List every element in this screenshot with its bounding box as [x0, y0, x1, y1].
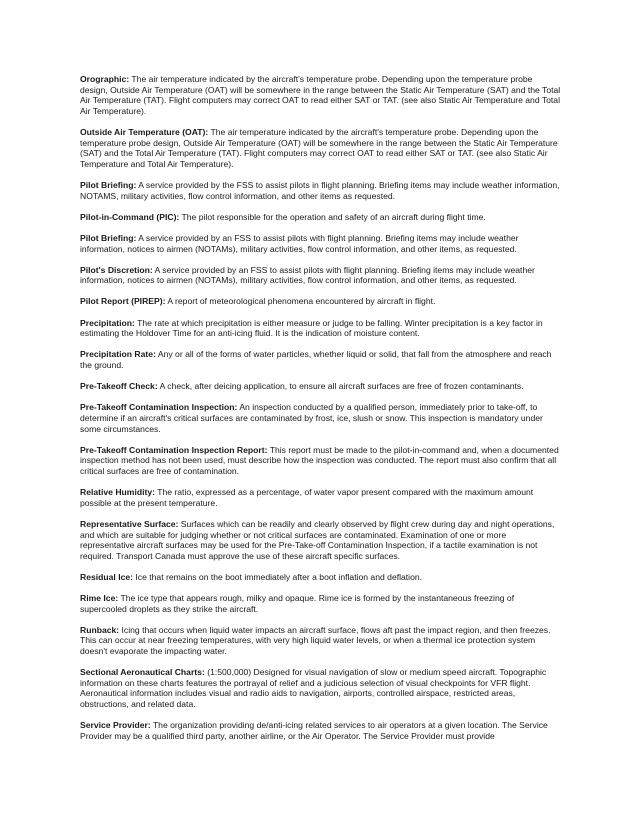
glossary-page [80, 74, 562, 752]
entry-definition: The pilot responsible for the operation and safety of an aircraft during flight time. [181, 211, 486, 222]
entry-definition: The organization providing de/anti-icing related services to air operators at a given location. The Service Provider may be a qualified third party, another airline, or the Air Operator. The Service Provider must provide [80, 720, 548, 741]
glossary-entry-outside-air-temperature [80, 127, 562, 169]
glossary-entry-residual-ice [80, 572, 562, 583]
entry-term: Rime Ice: [80, 593, 119, 604]
glossary-entry-pilot-briefing [80, 180, 562, 201]
entry-term: Pilot Briefing: [80, 179, 137, 190]
entry-definition: A service provided by the FSS to assist pilots in flight planning. Briefing items may include weather information, NOTAMS, military activities, flow control information, and other items as requested. [80, 179, 560, 201]
entry-term: Outside Air Temperature (OAT): [80, 126, 209, 137]
entry-definition: The rate at which precipitation is either measure or judge to be falling. Winter precipitation is a key factor in estimating the Holdover Time for an anti-icing fluid. It is the indication of moisture content. [80, 317, 543, 339]
entry-term: Relative Humidity: [80, 487, 155, 498]
glossary-entry-pilot-in-command [80, 212, 562, 223]
entry-definition: A service provided by an FSS to assist pilots with flight planning. Briefing items may include weather information, notices to airmen (NOTAMs), military activities, flow control information, and other items, as requested. [80, 264, 535, 286]
entry-term: Pilot Briefing: [80, 232, 137, 243]
glossary-entry-pre-takeoff-contamination-inspection-report [80, 445, 562, 477]
entry-definition: (1:500,000) Designed for visual navigation of slow or medium speed aircraft. Topographic information on these charts features the portrayal of relief and a judicious selection of visual checkpoints for VFR flight. Aeronautical information includes visual and radio aids to navigation, airports, controlled airspace, restricted areas, obstructions, and related data. [80, 667, 547, 710]
entry-term: Service Provider: [80, 720, 151, 731]
glossary-entry-pre-takeoff-contamination-inspection [80, 402, 562, 434]
entry-term: Residual Ice: [80, 571, 134, 582]
glossary-entry-precipitation-rate [80, 349, 562, 370]
entry-term: Runback: [80, 624, 120, 635]
entry-definition: This report must be made to the pilot-in-command and, when a documented inspection method has not been used, must describe how the inspection was conducted. The report must also confirm that all critical surfaces are free of contamination. [80, 444, 559, 476]
glossary-entry-pre-takeoff-check [80, 381, 562, 392]
glossary-entry-relative-humidity [80, 487, 562, 508]
entry-term: Pre-Takeoff Check: [80, 381, 158, 392]
glossary-entry-service-provider [80, 720, 562, 741]
glossary-entry-orographic [80, 74, 562, 116]
entry-definition: A service provided by an FSS to assist pilots with flight planning. Briefing items may include weather information, notices to airmen (NOTAMs), military activities, flow control information, and other items, as requested. [80, 232, 519, 254]
glossary-entry-runback [80, 625, 562, 657]
entry-term: Pre-Takeoff Contamination Inspection Report: [80, 444, 268, 455]
glossary-entry-rime-ice [80, 593, 562, 614]
entry-definition: The air temperature indicated by the aircraft's temperature probe. Depending upon the temperature probe design, Outside Air Temperature (OAT) will be somewhere in the range between the Static Air Temperature (SAT) and the Total Air Temperature (TAT). Flight computers may correct OAT to read either SAT or TAT. (see also Static Air Temperature and Total Air Temperature). [80, 126, 558, 169]
glossary-entry-pilot-report [80, 296, 562, 307]
glossary-entry-precipitation [80, 318, 562, 339]
entry-term: Precipitation: [80, 317, 135, 328]
entry-definition: Any or all of the forms of water particles, whether liquid or solid, that fall from the atmosphere and reach the ground. [80, 349, 552, 371]
entry-term: Sectional Aeronautical Charts: [80, 667, 205, 678]
entry-definition: Ice that remains on the boot immediately after a boot inflation and deflation. [135, 571, 423, 582]
entry-term: Precipitation Rate: [80, 349, 156, 360]
entry-term: Representative Surface: [80, 518, 179, 529]
entry-definition: A report of meteorological phenomena encountered by aircraft in flight. [167, 296, 436, 307]
entry-definition: Icing that occurs when liquid water impacts an aircraft surface, flows aft past the impact region, and then freezes. This can occur at near freezing temperatures, with very high liquid water levels, or when a thermal ice protection system doesn't evaporate the impacting water. [80, 624, 551, 657]
entry-term: Pilot's Discretion: [80, 264, 153, 275]
entry-definition: The ice type that appears rough, milky and opaque. Rime ice is formed by the instantaneous freezing of supercooled droplets as they strike the aircraft. [80, 593, 515, 614]
entry-term: Pilot-in-Command (PIC): [80, 211, 180, 222]
entry-definition: A check, after deicing application, to ensure all aircraft surfaces are free of frozen contaminants. [159, 381, 524, 392]
glossary-entry-pilots-discretion [80, 265, 562, 286]
glossary-entry-pilot-briefing-2 [80, 233, 562, 254]
entry-definition: Surfaces which can be readily and clearly observed by flight crew during day and night operations, and which are suitable for judging whether or not critical surfaces are contaminated. Examination of one or more representative aircraft surfaces may be used for the Pre-Take-off Contamination Inspection, if a tactile examination is not required. Transport Canada must approve the use of these aircraft specific surfaces. [80, 518, 555, 561]
glossary-entry-sectional-aeronautical-charts [80, 667, 562, 709]
entry-definition: An inspection conducted by a qualified person, immediately prior to take-off, to determine if an aircraft's critical surfaces are contaminated by frost, ice, slush or snow. This inspection is mandatory under some circumstances. [80, 402, 543, 434]
glossary-entry-representative-surface [80, 519, 562, 561]
entry-definition: The ratio, expressed as a percentage, of water vapor present compared with the maximum amount possible at the present temperature. [80, 487, 534, 508]
entry-definition: The air temperature indicated by the aircraft's temperature probe. Depending upon the temperature probe design, Outside Air Temperature (OAT) will be somewhere in the range between the Static Air Temperature (SAT) and the Total Air Temperature (TAT). Flight computers may correct OAT to read either SAT or TAT. (see also Static Air Temperature and Total Air Temperature). [80, 74, 561, 116]
entry-term: Pilot Report (PIREP): [80, 296, 166, 307]
entry-term: Pre-Takeoff Contamination Inspection: [80, 402, 238, 413]
entry-term: Orographic: [80, 74, 130, 84]
